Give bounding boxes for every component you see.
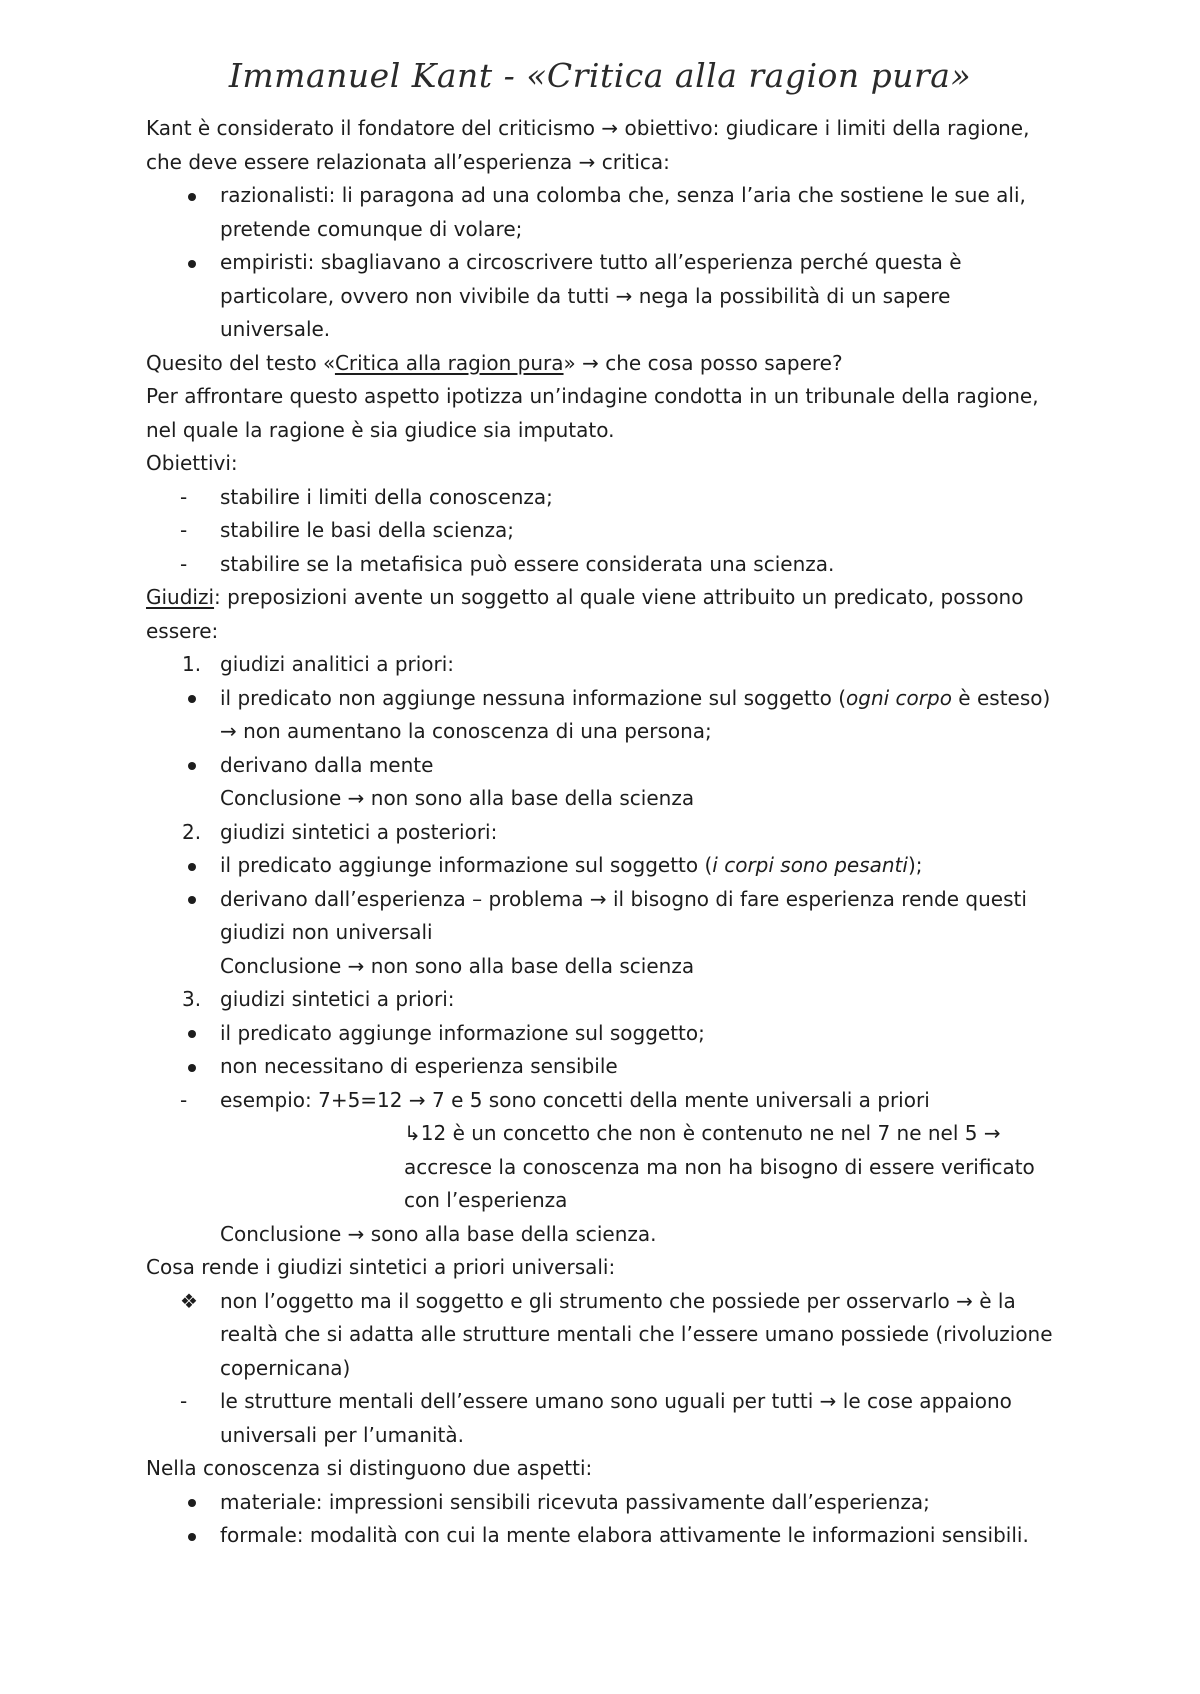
underlined-text: Giudizi (146, 585, 215, 609)
line-text: giudizi sintetici a priori: (220, 987, 455, 1011)
bullet-marker (188, 896, 196, 904)
text-line (146, 146, 1146, 180)
italic-text: i corpi sono pesanti (712, 853, 908, 877)
line-text: non l’oggetto ma il soggetto e gli strumento che possiede per osservarlo → è la (220, 1288, 1016, 1313)
line-text: derivano dall’esperienza – problema → il bisogno di fare esperienza rende questi (220, 886, 1027, 911)
text-line (146, 1352, 1146, 1386)
text-line (146, 615, 1146, 649)
line-text: nel quale la ragione è sia giudice sia imputato. (146, 417, 615, 442)
number-marker: 3. (182, 987, 202, 1011)
text-line (146, 1218, 1146, 1252)
text-line (146, 313, 1146, 347)
text-line (146, 112, 1146, 146)
line-text: realtà che si adatta alle strutture mentali che l’essere umano possiede (rivoluzione (220, 1322, 1053, 1346)
text-line (146, 1486, 1146, 1520)
text-line (146, 849, 1146, 883)
line-text: giudizi sintetici a posteriori: (220, 819, 498, 844)
text-line (146, 280, 1146, 314)
text-line (146, 481, 1146, 515)
line-text: il predicato aggiunge informazione sul soggetto ( (220, 853, 713, 877)
text-line (146, 1251, 1146, 1285)
text-line (146, 548, 1146, 582)
italic-text: ogni corpo (846, 685, 952, 710)
line-text: stabilire se la metafisica può essere considerata una scienza. (220, 551, 835, 576)
line-text: non necessitano di esperienza sensibile (220, 1054, 618, 1078)
text-line (146, 1017, 1146, 1051)
bullet-marker (188, 193, 196, 201)
bullet-marker (188, 260, 196, 268)
line-text: Obiettivi: (146, 451, 238, 475)
text-line (146, 347, 1146, 381)
line-text: copernicana) (220, 1355, 351, 1380)
line-text: » → che cosa posso sapere? (563, 350, 843, 375)
text-line (146, 1452, 1146, 1486)
bullet-marker (188, 762, 196, 770)
text-line (146, 916, 1146, 950)
text-line (146, 447, 1146, 481)
line-text: stabilire le basi della scienza; (220, 518, 515, 542)
line-text: giudizi non universali (220, 920, 433, 944)
text-line (146, 1184, 1146, 1218)
text-line (146, 1318, 1146, 1352)
bullet-marker (188, 1030, 196, 1038)
line-text: il predicato aggiunge informazione sul soggetto; (220, 1020, 705, 1045)
line-text: essere: (146, 618, 219, 643)
line-text: accresce la conoscenza ma non ha bisogno di essere verificato (404, 1154, 1035, 1179)
line-text: razionalisti: li paragona ad una colomba che, senza l’aria che sostiene le sue ali, (220, 183, 1026, 207)
text-line (146, 581, 1146, 615)
text-line (146, 179, 1146, 213)
line-text: ); (907, 853, 923, 877)
text-line (146, 950, 1146, 984)
line-text: Kant è considerato il fondatore del criticismo → obiettivo: giudicare i limiti della ragione, (146, 116, 1030, 140)
dash-marker: - (180, 484, 188, 509)
text-line (146, 1385, 1146, 1419)
text-line (146, 1285, 1146, 1319)
text-line (146, 1519, 1146, 1553)
text-line (146, 983, 1146, 1017)
line-text: Per affrontare questo aspetto ipotizza un’indagine condotta in un tribunale della ragione, (146, 384, 1039, 408)
line-text: derivano dalla mente (220, 752, 434, 777)
line-text: materiale: impressioni sensibili ricevuta passivamente dall’esperienza; (220, 1489, 930, 1514)
line-text: stabilire i limiti della conoscenza; (220, 484, 553, 509)
line-text: Cosa rende i giudizi sintetici a priori universali: (146, 1255, 616, 1279)
bullet-marker (188, 1533, 196, 1541)
text-line (146, 414, 1146, 448)
line-text: Nella conoscenza si distinguono due aspetti: (146, 1456, 593, 1480)
bullet-marker (188, 695, 196, 703)
text-line (146, 1050, 1146, 1084)
dash-marker: - (180, 1389, 188, 1413)
line-text: Conclusione → non sono alla base della scienza (220, 786, 695, 810)
line-text: → non aumentano la conoscenza di una persona; (220, 719, 712, 743)
line-text: : preposizioni avente un soggetto al quale viene attribuito un predicato, possono (214, 585, 1024, 609)
text-line (146, 816, 1146, 850)
diamond-bullet-marker: ❖ (180, 1288, 198, 1313)
text-line (146, 1419, 1146, 1453)
text-line (146, 380, 1146, 414)
line-text: ↳12 è un concetto che non è contenuto ne nel 7 ne nel 5 → (404, 1121, 1001, 1145)
bullet-marker (188, 863, 196, 871)
line-text: con l’esperienza (404, 1188, 568, 1212)
bullet-marker (188, 1499, 196, 1507)
line-text: empiristi: sbagliavano a circoscrivere tutto all’esperienza perché questa è (220, 250, 962, 274)
line-text: universali per l’umanità. (220, 1422, 465, 1447)
line-text: il predicato non aggiunge nessuna informazione sul soggetto ( (220, 685, 847, 710)
text-line (146, 883, 1146, 917)
text-line (146, 246, 1146, 280)
text-line (146, 715, 1146, 749)
text-line (146, 648, 1146, 682)
text-line (146, 213, 1146, 247)
text-line (146, 1084, 1146, 1118)
line-text: è esteso) (951, 685, 1051, 710)
text-line (146, 782, 1146, 816)
line-text: esempio: 7+5=12 → 7 e 5 sono concetti della mente universali a priori (220, 1087, 930, 1112)
text-line (146, 514, 1146, 548)
line-text: Conclusione → non sono alla base della scienza (220, 953, 695, 978)
line-text: le strutture mentali dell’essere umano sono uguali per tutti → le cose appaiono (220, 1389, 1012, 1413)
line-text: universale. (220, 317, 331, 341)
line-text: particolare, ovvero non vivibile da tutti → nega la possibilità di un sapere (220, 283, 951, 308)
line-text: pretende comunque di volare; (220, 216, 523, 241)
number-marker: 1. (182, 652, 202, 676)
document-body (146, 112, 1146, 1553)
line-text: giudizi analitici a priori: (220, 652, 455, 676)
bullet-marker (188, 1064, 196, 1072)
dash-marker: - (180, 551, 188, 576)
underlined-text: Critica alla ragion pura (334, 350, 564, 375)
line-text: che deve essere relazionata all’esperienza → critica: (146, 149, 670, 174)
line-text: formale: modalità con cui la mente elabora attivamente le informazioni sensibili. (220, 1523, 1029, 1547)
text-line (146, 1151, 1146, 1185)
text-line (146, 682, 1146, 716)
text-line (146, 749, 1146, 783)
text-line (146, 1117, 1146, 1151)
number-marker: 2. (182, 819, 202, 844)
dash-marker: - (180, 518, 188, 542)
document-title: Immanuel Kant - «Critica alla ragion pura» (228, 56, 972, 95)
line-text: Conclusione → sono alla base della scienza. (220, 1221, 657, 1246)
dash-marker: - (180, 1087, 188, 1112)
line-text: Quesito del testo « (146, 350, 335, 375)
